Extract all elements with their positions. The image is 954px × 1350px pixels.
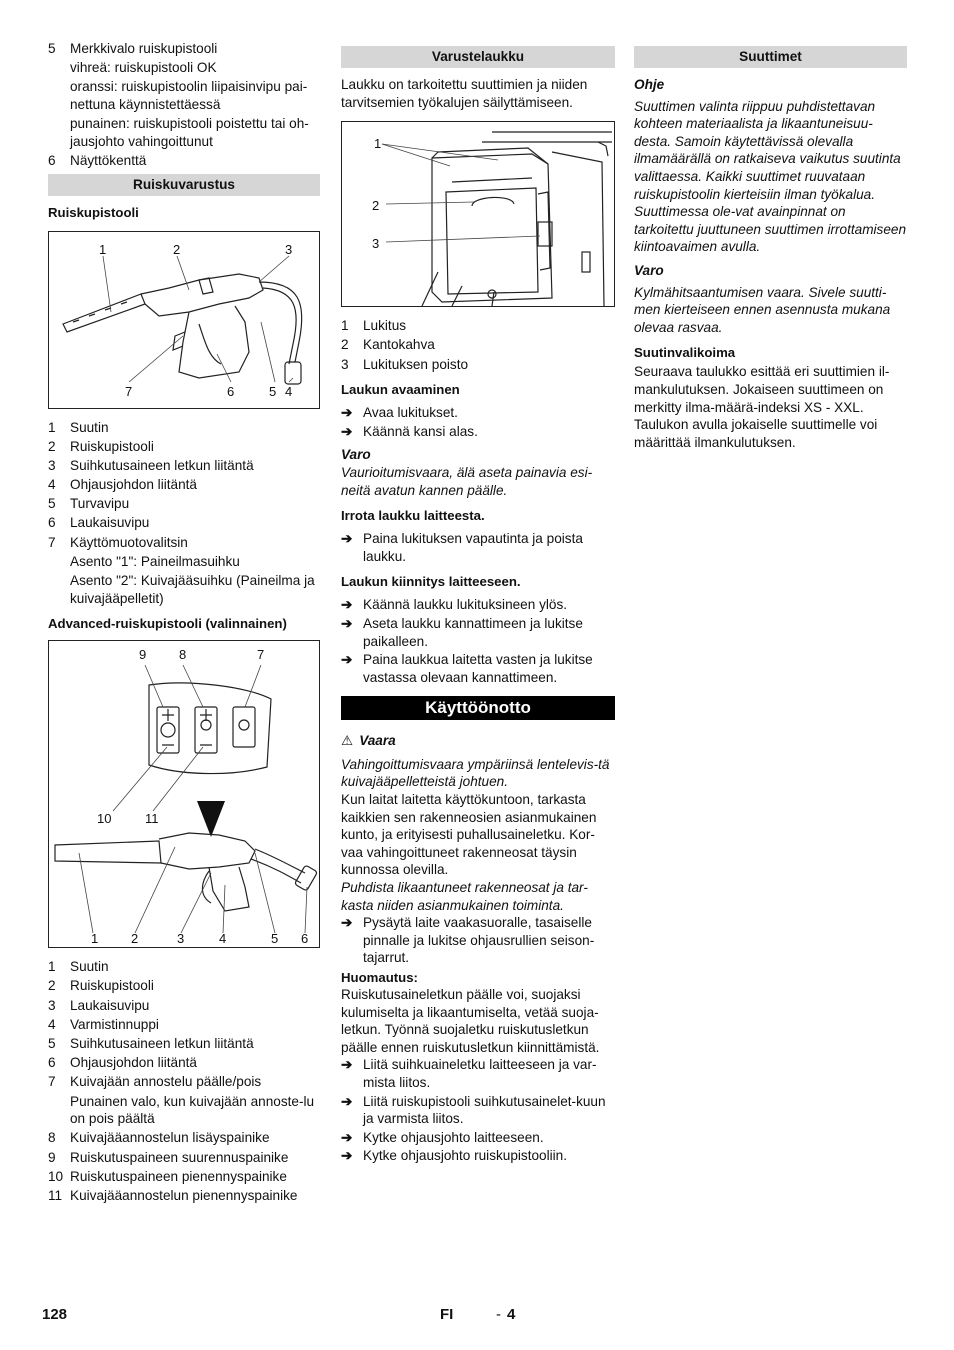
step-text: Paina laukkua laitetta vasten ja lukitse vastassa olevaan kannattimeen. xyxy=(363,652,593,685)
item-text: Ohjausjohdon liitäntä xyxy=(70,1055,197,1071)
item-text: Ruiskupistooli xyxy=(70,978,154,994)
fig1-callout: 4 xyxy=(285,383,293,399)
fig1-callout: 7 xyxy=(125,383,133,399)
step-item xyxy=(341,1129,615,1147)
spray-gun-parts-list xyxy=(48,419,320,608)
list-item xyxy=(48,115,320,150)
item-number: 10 xyxy=(48,1168,64,1184)
subheading-nozzle-range: Suutinvalikoima xyxy=(634,345,736,361)
column-middle xyxy=(341,40,615,1166)
item-number xyxy=(48,553,70,571)
list-item xyxy=(48,1149,320,1167)
fig1-callout: 6 xyxy=(227,383,235,399)
item-number: 2 xyxy=(48,978,56,994)
list-item xyxy=(48,78,320,113)
item-text: Laukaisuvipu xyxy=(70,997,150,1013)
danger-heading xyxy=(341,732,615,750)
list-item xyxy=(48,1016,320,1034)
item-text: Kuivajään annostelu päälle/pois xyxy=(70,1074,262,1090)
item-number: 1 xyxy=(48,419,56,435)
item-text: Ohjausjohdon liitäntä xyxy=(70,477,197,493)
item-number: 2 xyxy=(341,337,349,353)
fig1-callout: 3 xyxy=(285,241,293,257)
item-number: 5 xyxy=(48,41,56,56)
fig2-callout: 2 xyxy=(131,931,139,947)
list-item xyxy=(48,495,320,513)
case-figure xyxy=(341,121,615,307)
item-text: Näyttökenttä xyxy=(70,152,147,168)
list-item xyxy=(341,336,615,354)
danger-label: Vaara xyxy=(359,733,396,749)
nozzle-range-text: Seuraava taulukko esittää eri suuttimien il-mankulutuksen. Jokaiseen suuttimeen on merkitty ilma-määrä-indeksi XS - XXL. Taulukon avulla jokaiselle suuttimelle voi määrittää ilmankulutuksen. xyxy=(634,364,890,450)
arrow-icon: ➔ xyxy=(341,531,353,547)
item-text: Lukituksen poisto xyxy=(363,356,469,372)
item-text: Käyttömuotovalitsin xyxy=(70,534,188,550)
list-item xyxy=(48,1035,320,1053)
arrow-icon: ➔ xyxy=(341,1093,353,1109)
step-item: ➔ Pysäytä laite vaakasuoralle, tasaiselle pinnalle ja lukitse ohjausrullien seison-tajarrut. xyxy=(341,915,595,966)
item-number xyxy=(48,78,70,113)
item-number: 6 xyxy=(48,152,56,168)
item-text: Suutin xyxy=(70,419,109,435)
item-text: Suutin xyxy=(70,959,109,975)
column-right xyxy=(634,40,907,451)
fig2-callout: 5 xyxy=(271,931,279,947)
item-number: 4 xyxy=(48,1016,56,1032)
list-item xyxy=(48,514,320,532)
list-item xyxy=(48,419,320,437)
step-text: Kytke ohjausjohto laitteeseen. xyxy=(363,1129,544,1145)
item-text: Asento "1": Paineilmasuihku xyxy=(70,553,240,569)
item-number: 8 xyxy=(48,1130,56,1146)
item-text: Laukaisuvipu xyxy=(70,515,150,531)
item-number: 6 xyxy=(48,515,56,531)
fig3-callout: 2 xyxy=(372,198,380,214)
item-number: 3 xyxy=(48,997,56,1013)
advanced-gun-illustration xyxy=(49,641,319,947)
step-text: Käännä laukku lukituksineen ylös. xyxy=(363,597,568,613)
danger-text: Vahingoittumisvaara ympäriinsä lentelevis-tä kuivajääpelletteistä johtuen. xyxy=(341,756,610,790)
item-text: Merkkivalo ruiskupistooli xyxy=(70,41,218,56)
arrow-icon: ➔ xyxy=(341,1057,353,1073)
list-item xyxy=(48,1054,320,1072)
list-item xyxy=(48,572,320,607)
step-item xyxy=(341,530,615,565)
item-text: Kuivajääannostelun pienennyspainike xyxy=(70,1187,298,1203)
fig1-callout: 5 xyxy=(269,383,277,399)
list-item xyxy=(48,958,320,976)
caution-label: Varo xyxy=(634,262,664,278)
column-left xyxy=(48,40,320,1206)
fig3-callout: 3 xyxy=(372,236,380,252)
item-number: 5 xyxy=(48,1035,56,1051)
item-number: 5 xyxy=(48,496,56,512)
item-number: 9 xyxy=(48,1149,56,1165)
item-number: 1 xyxy=(48,959,56,975)
step-item xyxy=(341,404,615,422)
list-item xyxy=(48,1187,320,1205)
list-item xyxy=(48,476,320,494)
footer-page-index: 4 xyxy=(507,1306,516,1323)
list-item xyxy=(48,457,320,475)
arrow-icon: ➔ xyxy=(341,615,353,631)
arrow-icon: ➔ xyxy=(341,1129,353,1145)
connection-steps xyxy=(341,1056,615,1165)
case-intro: Laukku on tarkoitettu suuttimien ja niiden tarvitsemien työkalujen säilyttämiseen. xyxy=(341,77,588,110)
fig2-callout: 1 xyxy=(91,931,99,947)
fig1-callout: 1 xyxy=(99,241,107,257)
item-number: 7 xyxy=(48,534,56,550)
page-number: 128 xyxy=(42,1306,68,1323)
item-number xyxy=(48,115,70,150)
warning-triangle-icon: ⚠ xyxy=(341,733,354,749)
arrow-icon: ➔ xyxy=(341,652,353,668)
item-text: Asento "2": Kuivajääsuihku (Paineilma ja kuivajääpelletit) xyxy=(70,573,315,606)
fig3-callout: 1 xyxy=(374,136,382,152)
remove-case-steps xyxy=(341,530,615,565)
list-item xyxy=(48,997,320,1015)
section-title-commissioning: Käyttöönotto xyxy=(341,696,615,720)
item-number xyxy=(48,59,70,77)
step-item xyxy=(341,651,615,686)
fig2-callout: 10 xyxy=(97,811,112,827)
item-text: Suihkutusaineen letkun liitäntä xyxy=(70,1035,254,1051)
item-number: 1 xyxy=(341,318,349,334)
step-text: Käännä kansi alas. xyxy=(363,423,478,439)
item-number: 3 xyxy=(341,356,349,372)
step-text: Kytke ohjausjohto ruiskupistooliin. xyxy=(363,1148,568,1164)
item-text: oranssi: ruiskupistoolin liipaisinvipu pai-nettuna käynnistettäessä xyxy=(70,79,308,112)
advanced-gun-figure xyxy=(48,640,320,948)
subheading-attach-case: Laukun kiinnitys laitteeseen. xyxy=(341,574,521,590)
subheading-spray-gun: Ruiskupistooli xyxy=(48,204,139,220)
note-text: Ruiskutusaineletkun päälle voi, suojaksi kulumiselta ja likaantumiselta, vetää suoja-letkun. Työnnä suojaletku ruiskutusletkun päälle ennen ruiskutusletkun kiinnittämistä. xyxy=(341,987,600,1055)
note-title: Huomautus: xyxy=(341,970,418,985)
fig1-callout: 2 xyxy=(173,241,181,257)
step-text: Paina lukituksen vapautinta ja poista laukku. xyxy=(363,531,583,564)
item-text: Kantokahva xyxy=(363,337,435,353)
subheading-advanced-gun: Advanced-ruiskupistooli (valinnainen) xyxy=(48,616,287,632)
step-text: Liitä ruiskupistooli suihkutusainelet-kuun ja varmista liitos. xyxy=(363,1093,606,1127)
item-number: 3 xyxy=(48,457,56,473)
case-illustration xyxy=(342,122,614,306)
open-case-steps xyxy=(341,404,615,440)
hint-label: Ohje xyxy=(634,77,665,92)
item-text: Varmistinnuppi xyxy=(70,1016,159,1032)
spray-gun-figure xyxy=(48,231,320,409)
item-text: Ruiskutuspaineen pienennyspainike xyxy=(70,1168,287,1184)
item-text: Suihkutusaineen letkun liitäntä xyxy=(70,457,254,473)
step-item xyxy=(341,615,615,650)
list-item xyxy=(341,356,615,374)
step-item xyxy=(341,423,615,441)
item-text: Lukitus xyxy=(363,318,407,334)
step-text: Liitä suihkuaineletku laitteeseen ja var-mista liitos. xyxy=(363,1057,597,1090)
fig2-callout: 8 xyxy=(179,647,187,663)
item-text: Ruiskupistooli xyxy=(70,438,154,454)
fig2-callout: 9 xyxy=(139,647,147,663)
subheading-remove-case: Irrota laukku laitteesta. xyxy=(341,508,485,524)
item-text: Kuivajääannostelun lisäyspainike xyxy=(70,1130,270,1146)
list-item xyxy=(48,40,320,58)
arrow-icon: ➔ xyxy=(341,1148,353,1164)
step-item xyxy=(341,1093,615,1128)
language-code: FI xyxy=(440,1306,454,1323)
arrow-icon: ➔ xyxy=(341,597,353,613)
list-item xyxy=(48,534,320,552)
step-item xyxy=(341,1056,615,1091)
footer-separator: - xyxy=(496,1306,501,1323)
list-item xyxy=(48,438,320,456)
step-text: Aseta laukku kannattimeen ja lukitse paikalleen. xyxy=(363,615,583,649)
item-number xyxy=(48,1093,70,1128)
section-title-accessory-case: Varustelaukku xyxy=(341,46,615,68)
arrow-icon: ➔ xyxy=(341,915,353,931)
item-number: 11 xyxy=(48,1187,63,1203)
step-text: Avaa lukitukset. xyxy=(363,405,458,421)
fig2-callout: 6 xyxy=(301,931,309,947)
list-item xyxy=(48,152,320,170)
fig2-callout: 11 xyxy=(145,811,159,827)
item-number xyxy=(48,572,70,607)
list-item xyxy=(48,1168,320,1186)
list-item xyxy=(341,317,615,335)
section-title-nozzles: Suuttimet xyxy=(634,46,907,68)
caution-label: Varo xyxy=(341,447,371,463)
step-item xyxy=(341,596,615,614)
caution-text: Kylmähitsaantumisen vaara. Sivele suutti-men kierteiseen ennen asennusta mukana olevaa rasvaa. xyxy=(634,284,891,335)
item-text: punainen: ruiskupistooli poistettu tai oh-jausjohto vahingoittunut xyxy=(70,116,309,149)
item-number: 7 xyxy=(48,1074,56,1090)
advanced-gun-parts-list xyxy=(48,958,320,1204)
list-item xyxy=(48,1093,320,1128)
section-title-spray-equipment: Ruiskuvarustus xyxy=(48,174,320,196)
arrow-icon: ➔ xyxy=(341,405,353,421)
list-item xyxy=(48,553,320,571)
item-number: 4 xyxy=(48,477,56,493)
list-item xyxy=(48,1129,320,1147)
fig2-callout: 4 xyxy=(219,931,227,947)
commissioning-body: Kun laitat laitetta käyttökuntoon, tarkasta kaikkien sen rakenneosien asianmukainen kunto, ja erityisesti puhallusaineletku. Kor-vaa vahingoittuneet rakenneosat täysin kunnossa olevilla. xyxy=(341,792,597,878)
fig2-callout: 3 xyxy=(177,931,185,947)
indicator-list xyxy=(48,40,320,170)
item-text: vihreä: ruiskupistooli OK xyxy=(70,60,217,76)
commissioning-body-italic: Puhdista likaantuneet rakenneosat ja tar-kasta niiden asianmukainen toiminta. xyxy=(341,880,588,913)
list-item xyxy=(48,977,320,995)
item-text: Ruiskutuspaineen suurennuspainike xyxy=(70,1149,289,1165)
list-item xyxy=(48,59,320,77)
spray-gun-illustration xyxy=(49,232,319,408)
item-text: Punainen valo, kun kuivajään annoste-lu on pois päältä xyxy=(70,1093,315,1127)
item-number: 2 xyxy=(48,438,56,454)
attach-case-steps xyxy=(341,596,615,686)
fig2-callout: 7 xyxy=(257,647,265,663)
list-item xyxy=(48,1073,320,1091)
item-text: Turvavipu xyxy=(70,496,130,512)
case-parts-list xyxy=(341,317,615,373)
hint-text: Suuttimen valinta riippuu puhdistettavan kohteen materiaalista ja likaantuneisuu-desta. Samoin käytettävissä olevalla ilmamäärällä on ratkaiseva vaikutus suutinta valittaessa. Kaikki suuttimet ruuvataan ruiskupistoolin kierteisiin ilman työkalua. Suuttimessa ole-vat avainpinnat on tarkoitettu juuttuneen suuttimen irrottamiseen kiintoavaimen avulla. xyxy=(634,98,907,255)
caution-text: Vaurioitumisvaara, älä aseta painavia esi-neitä avatun kannen päälle. xyxy=(341,464,593,498)
item-number: 6 xyxy=(48,1055,56,1071)
step-item xyxy=(341,1147,615,1165)
arrow-icon: ➔ xyxy=(341,423,353,439)
subheading-open-case: Laukun avaaminen xyxy=(341,382,460,398)
